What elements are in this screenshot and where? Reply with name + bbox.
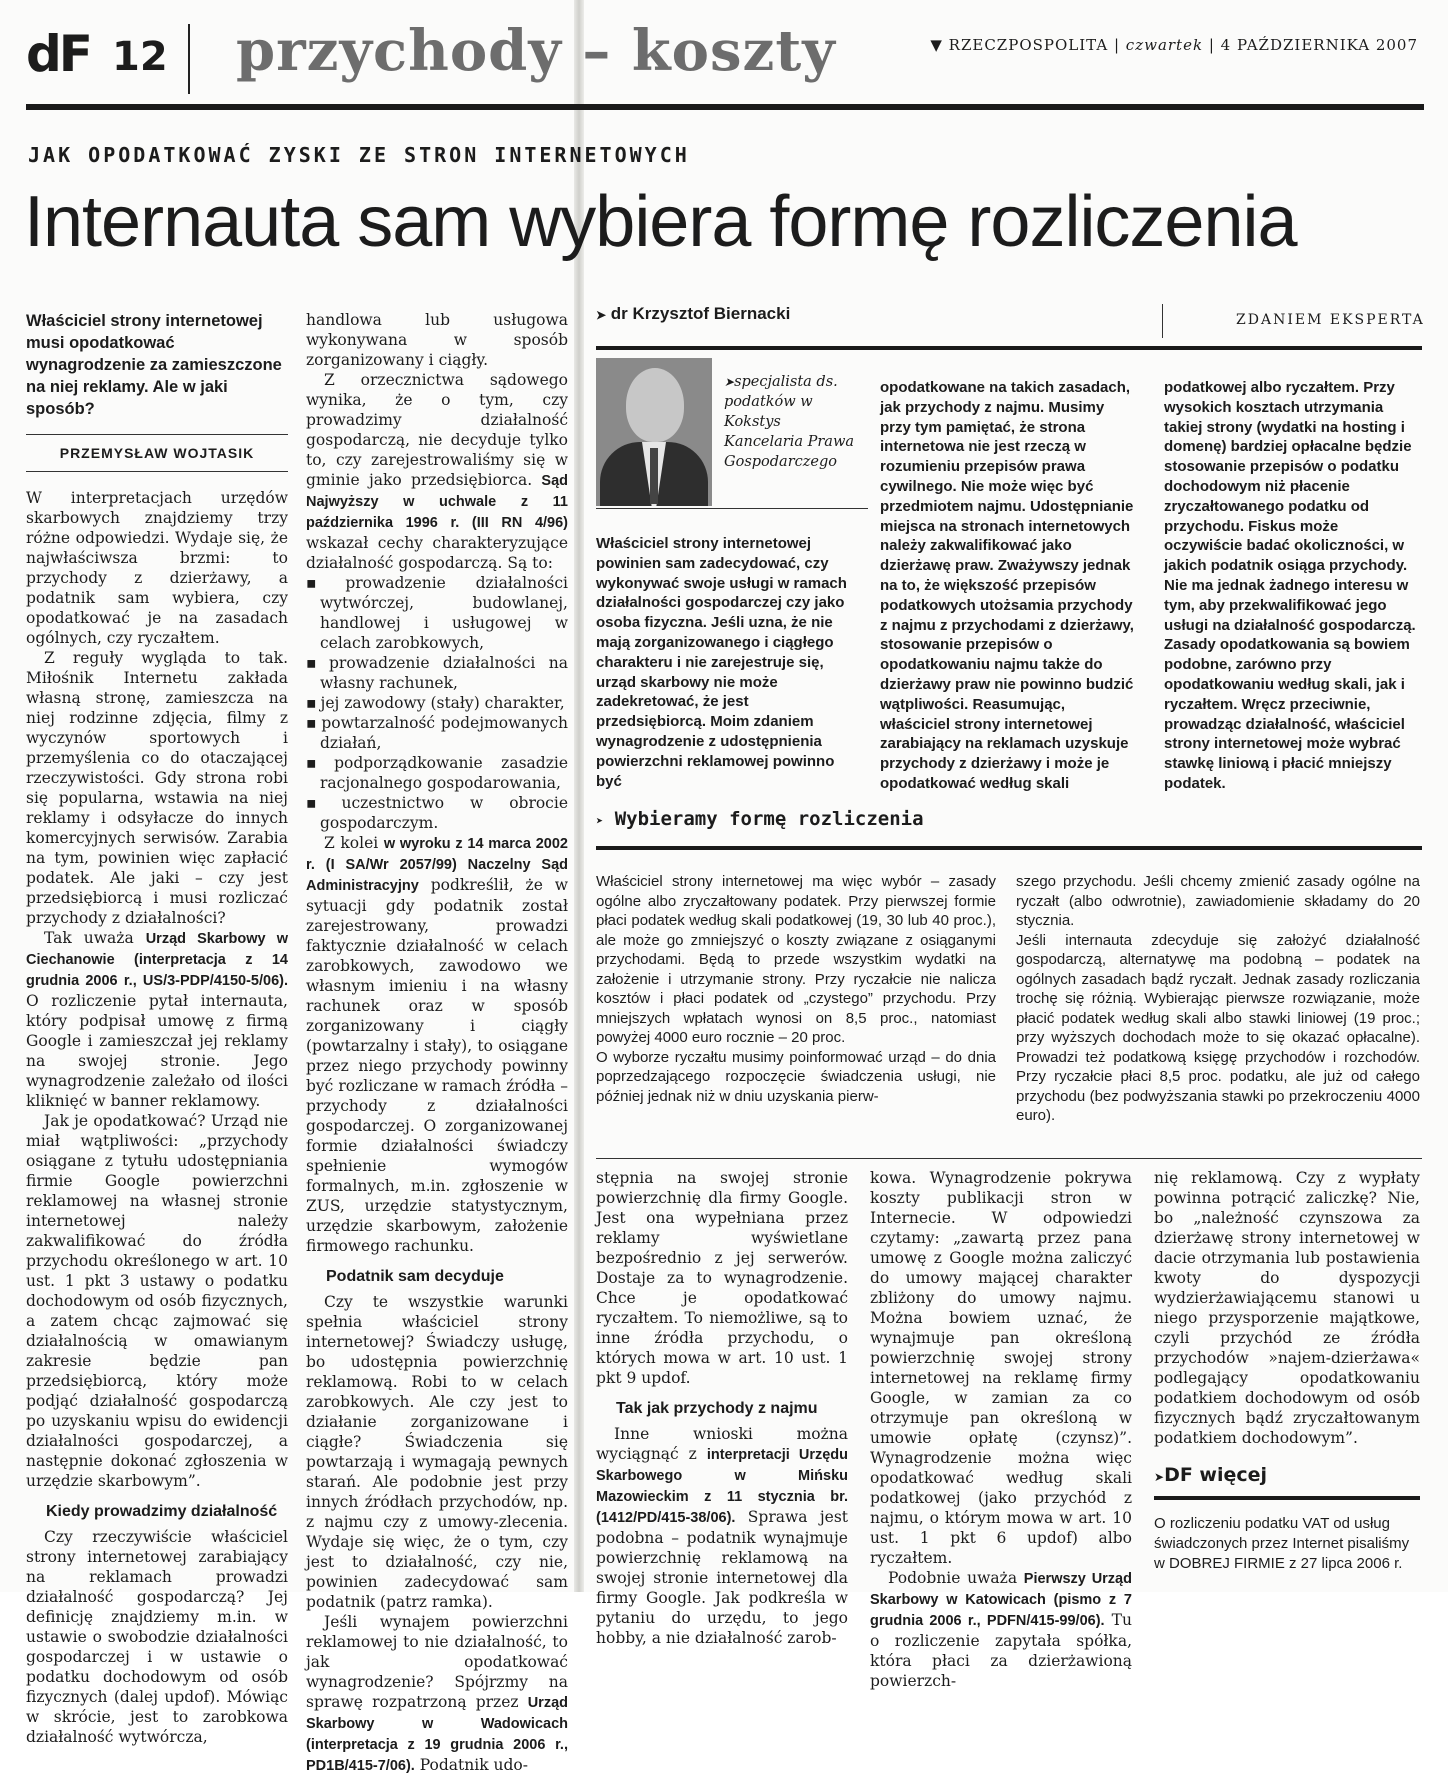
paragraph: Z reguły wygląda to tak. Miłośnik Internetu zakłada własną stronę, zamieszcza na niej rodzinne zdjęcia, filmy z wyczynów sportowych i przemyślenia co do otaczającej rzeczywistości. Gdy strona robi się popularna, wstawia na niej reklamy i odsyłacze do innych komercyjnych serwisów. Zarabia na tym, powinien więc zapłacić podatek. Ale jaki – czy jest przedsiębiorcą i musi rozliczać przychody z działalności?: [26, 649, 288, 927]
text: Tak uważa: [44, 929, 146, 947]
citation: interpretacji Urzędu Skarbowego w Mińsku Mazowieckim z 11 stycznia br. (1412/PD/415-38/06).: [596, 1447, 849, 1526]
column-3: [596, 1168, 848, 1648]
citation: Pierwszy Urząd Skarbowy w Katowicach (pismo z 7 grudnia 2006 r., PDFN/415-99/06).: [870, 1571, 1132, 1629]
expert-byline: [596, 304, 790, 324]
expert-label: ZDANIEM EKSPERTA: [1236, 312, 1425, 328]
paragraph: [306, 833, 568, 1256]
citation: Urząd Skarbowy w Ciechanowie (interpretacja z 14 grudnia 2006 r., US/3-PDP/4150-5/06).: [26, 931, 288, 989]
paragraph: handlowa lub usługowa wykonywana w sposób zorganizowany i ciągły.: [306, 311, 568, 369]
article-kicker: JAK OPODATKOWAĆ ZYSKI ZE STRON INTERNETOWYCH: [28, 143, 690, 167]
eagle-icon: ▼: [930, 36, 943, 54]
expert-rule: [596, 346, 1422, 350]
more-rule: [1154, 1496, 1420, 1500]
citation: Urząd Skarbowy w Wadowicach (interpretacja z 19 grudnia 2006 r., PD1B/415-7/06).: [306, 1695, 568, 1774]
publication-name: RZECZPOSPOLITA: [948, 36, 1109, 54]
weekday: czwartek: [1125, 36, 1204, 54]
author-rule-bottom: [26, 471, 288, 472]
expert-caption: [724, 372, 864, 472]
column-4: [870, 1168, 1132, 1691]
expert-column-2: [880, 378, 1138, 794]
column-1: [26, 310, 288, 1747]
text: Inne wnioski można wyciągnąć z: [596, 1425, 848, 1463]
criteria-list: [306, 573, 568, 833]
list-item: ▪ powtarzalność podejmowanych działań,: [306, 713, 568, 753]
caption-text: specjalista ds. podatków w Kokstys Kancelaria Prawa Gospodarczego: [724, 374, 855, 470]
paragraph: [596, 1424, 848, 1648]
paragraph: [26, 928, 288, 1111]
photo-rule: [596, 508, 868, 509]
subheading: Kiedy prowadzimy działalność: [46, 1503, 278, 1520]
author-rule: [26, 434, 288, 435]
paragraph: stępnia na swojej stronie powierzchnię dla firmy Google. Jest ona wypełniana przez reklamy wyświetlane bezpośrednio z jej serwerów. Dostaje za to wynagrodzenie. Chce je opodatkować ryczałtem. To niemożliwe, są to inne źródła przychodu, o których mowa w art. 10 ust. 1 pkt 9 updof.: [596, 1169, 848, 1387]
column-5: [1154, 1168, 1420, 1574]
box-title-text: Wybieramy formę rozliczenia: [614, 808, 924, 830]
expert-name: dr Krzysztof Biernacki: [610, 304, 791, 323]
paragraph: W interpretacjach urzędów skarbowych znajdziemy trzy różne odpowiedzi. Wydaje się, że najwłaściwsza brzmi: to przychody z dzierżawy, a podatnik sam wybiera, czy opodatkować je na zasadach ogólnych, czy ryczałtem.: [26, 489, 288, 647]
text: wskazał cechy charakteryzujące działalność gospodarczą. Są to:: [306, 534, 568, 572]
text: Jeśli wynajem powierzchni reklamowej to nie działalność, to jak opodatkować wynagrodzenie? Spójrzmy na sprawę rozpatrzoną przez: [306, 1613, 568, 1711]
box-rule: [596, 846, 1422, 850]
paragraph: [306, 370, 568, 573]
arrow-icon: ➤: [596, 814, 604, 828]
citation: Sąd Najwyższy w uchwale z 11 października 1996 r. (III RN 4/96): [306, 473, 568, 531]
box-left-column: [596, 872, 996, 1106]
text: Podobnie uważa: [888, 1569, 1024, 1587]
text: podkreślił, że w sytuacji gdy podatnik został zarejestrowany, prowadzi faktycznie działalność w celach zarobkowych, zawodowo we własnym imieniu i na własny rachunek oraz w sposób zorganizowany i ciągły (powtarzalny i stały), to osiągane przez niego przychody powinny być rozliczane w ramach źródła – przychody z działalności gospodarczej. O zorganizowanej formie działalności świadczy spełnienie wymogów formalnych, m.in. zgłoszenie w ZUS, urzędzie statystycznym, urzędzie skarbowym, założenie firmowego rachunku.: [306, 876, 568, 1255]
masthead: ▼ RZECZPOSPOLITA | czwartek | 4 PAŹDZIERNIKA 2007: [930, 36, 1418, 54]
subheading: Podatnik sam decyduje: [326, 1268, 504, 1285]
arrow-icon: ➤: [724, 375, 735, 389]
label-divider: [1162, 304, 1163, 338]
box-paragraph: Jeśli internauta zdecyduje się założyć działalność gospodarczą, alternatywę ma podobną – podatek na ogólnych zasadach bądź ryczałt. Jednak zasady rozliczania trochę się różnią. Wybierając pierwsze rozwiązanie, może płacić podatek według skali albo stawki liniowej (19 proc.; przy wyższych dochodach może to się okazać opłacalne). Prowadzi też podatkową księgę przychodów i rozchodów. Przy ryczałcie płaci 8,5 proc. podatku, ale już od całego przychodu (bez podwyższania stawki po przekroczeniu 4000 euro).: [1016, 931, 1420, 1124]
box-title: [596, 808, 924, 830]
issue-date: 4 PAŹDZIERNIKA 2007: [1220, 36, 1418, 54]
paragraph: Czy te wszystkie warunki spełnia właściciel strony internetowej? Świadczy usługę, bo udostępnia powierzchnię reklamową. Robi to w celach zarobkowych. Ale czy jest to działanie zorganizowane i ciągłe? Świadczenia się powtarzają i wymagają pewnych starań. Ale podobnie jest przy innych źródłach przychodów, np. z najmu czy z umowy-zlecenia. Wydaje się więc, że o tym, czy jest to działalność, czy nie, powinien zadecydować sam podatnik (patrz ramka).: [306, 1293, 568, 1611]
paragraph: Jak je opodatkować? Urząd nie miał wątpliwości: „przychody osiągane z tytułu udostępniania firmie Google powierzchni reklamowej na własnej stronie internetowej należy zakwalifikować do źródła przychodu określonego w art. 10 ust. 1 pkt 3 ustawy o podatku dochodowym od osób fizycznych, a zatem chcąc zajmować się działalnością w omawianym zakresie będzie pan przedsiębiorcą, który może podjąć działalność gospodarczą po uzyskaniu wpisu do ewidencji działalności gospodarczej, a następnie dokonać zgłoszenia w urzędzie skarbowym”.: [26, 1112, 288, 1490]
photo-head: [626, 368, 684, 442]
page-number: 12: [112, 34, 168, 80]
paragraph: nię reklamową. Czy z wypłaty powinna potrącić zaliczkę? Nie, bo „należność czynszowa za dzierżawę strony internetowej w dacie otrzymania lub postawienia kwoty do dyspozycji wydzierżawiającemu stanowi u niego przysporzenie majątkowe, czyli przychód ze źródła przychodów »najem-dzierżawa« podlegający opodatkowaniu podatkiem dochodowym od osób fizycznych bądź zryczałtowanym podatkiem dochodowym”.: [1154, 1169, 1420, 1447]
expert-text: Właściciel strony internetowej powinien sam zadecydować, czy wykonywać swoje usługi w ramach działalności gospodarczej czy jako osoba fizyczna. Jeśli uzna, że nie mają zorganizowanego i ciągłego charakteru i nie zarejestruje się, urząd skarbowy nie może zadekretować, że jest przedsiębiorcą. Moim zdaniem wynagrodzenie z udostępnienia powierzchni reklamowej powinno być: [596, 535, 847, 790]
list-item: ▪ prowadzenie działalności na własny rachunek,: [306, 653, 568, 693]
column-2: [306, 310, 568, 1776]
citation: w wyroku z 14 marca 2002 r. (I SA/Wr 2057/99) Naczelny Sąd Administracyjny: [306, 836, 568, 894]
expert-column-1: [596, 534, 854, 791]
photo-tie: [650, 448, 658, 504]
box-bottom-rule: [596, 1158, 1422, 1159]
expert-photo: [596, 358, 712, 506]
df-logo: dF: [26, 25, 90, 83]
paragraph: kowa. Wynagrodzenie pokrywa koszty publikacji stron w Internecie. W odpowiedzi czytamy: „zawartą przez pana umowę z Google można zaliczyć do umowy mającej charakter zbliżony do umowy najmu. Można bowiem uznać, że wynajmuje pan określoną powierzchnię swojej strony internetowej na reklamę firmy Google, w zamian za co otrzymuje pan określoną w umowie opłatę (czynsz)”. Wynagrodzenie można więc opodatkować według skali podatkowej (jako przychód z najmu, o którym mowa w art. 10 ust. 1 pkt 6 updof) albo ryczałtem.: [870, 1169, 1132, 1567]
more-text: O rozliczeniu podatku VAT od usług świadczonych przez Internet pisaliśmy w DOBREJ FIRMIE z 27 lipca 2006 r.: [1154, 1515, 1410, 1572]
text: Z orzecznictwa sądowego wynika, że o tym, czy prowadzimy działalność gospodarczą, nie decyduje tylko to, czy zarejestrowaliśmy się w gminie jako przedsiębiorca.: [306, 371, 568, 489]
subheading: Tak jak przychody z najmu: [616, 1400, 818, 1417]
arrow-icon: ➤: [596, 308, 607, 322]
section-title: przychody – koszty: [236, 18, 836, 84]
box-paragraph: O wyborze ryczałtu musimy poinformować urząd – do dnia poprzedzającego rozpoczęcie świadczenia usługi, nie później jednak niż w dniu uzyskania pierw-: [596, 1048, 996, 1105]
text: Sprawa jest podobna – podatnik wynajmuje powierzchnię reklamową na swojej stronie internetowej dla firmy Google. Jak podkreśla w pytaniu do urzędu, to jego hobby, a nie działalność zarob-: [596, 1508, 848, 1647]
box-right-column: [1016, 872, 1420, 1126]
paragraph: [306, 1612, 568, 1776]
article-headline: Internauta sam wybiera formę rozliczenia: [24, 182, 1297, 262]
paragraph: Czy rzeczywiście właściciel strony internetowej zarabiający na reklamach prowadzi działalność gospodarczą? Jej definicję znajdziemy m.in. w ustawie o swobodzie działalności gospodarczej i w ustawie o podatku dochodowym od osób fizycznych (dalej updof). Mówiąc w skrócie, jest to zarobkowa działalność wytwórcza,: [26, 1528, 288, 1746]
list-item: ▪ podporządkowanie zasadzie racjonalnego gospodarowania,: [306, 753, 568, 793]
text: Z kolei: [324, 834, 384, 852]
more-title-text: DF więcej: [1164, 1464, 1268, 1486]
box-paragraph: Właściciel strony internetowej ma więc wybór – zasady ogólne albo zryczałtowany podatek. Przy pierwszej formie płaci podatek według skali podatkowej (19, 30 lub 40 proc.), ale może go zmniejszyć o koszty związane z osiąganymi przychodami. Będą to przede wszystkim wydatki na założenie i utrzymanie strony. Przy ryczałcie nie nalicza kosztów i płaci podatek od „czystego” przychodu. Przy mniejszych wpłatach wynosi on 8,5 proc., natomiast powyżej 4000 euro rocznie – 20 proc.: [596, 873, 996, 1046]
paragraph: [870, 1568, 1132, 1691]
list-item: ▪ uczestnictwo w obrocie gospodarczym.: [306, 793, 568, 833]
expert-column-3: [1164, 378, 1420, 794]
list-item: ▪ jej zawodowy (stały) charakter,: [306, 693, 568, 713]
text: Podatnik udo-: [414, 1756, 528, 1774]
arrow-icon: ➤: [1154, 1470, 1165, 1484]
header-rule: [26, 104, 1424, 110]
expert-text: opodatkowane na takich zasadach, jak przychody z najmu. Musimy przy tym pamiętać, że strona internetowa nie jest rzeczą w rozumieniu przepisów prawa cywilnego. Nie może więc być przedmiotem najmu. Udostępnianie miejsca na stronach internetowych należy zakwalifikować jako dzierżawę praw. Zważywszy jednak na to, że większość przepisów podatkowych utożsamia przychody z najmu z przychodami z dzierżawy, stosowanie przepisów o opodatkowaniu najmu także do dzierżawy praw nie powinno budzić wątpliwości. Reasumując, właściciel strony internetowej zarabiający na reklamach uzyskuje przychody z dzierżawy i może je opodatkować według skali: [880, 379, 1134, 792]
more-title: [1154, 1462, 1420, 1490]
list-item: ▪ prowadzenie działalności wytwórczej, budowlanej, handlowej i usługowej w celach zarobkowych,: [306, 573, 568, 653]
box-paragraph: szego przychodu. Jeśli chcemy zmienić zasady ogólne na ryczałt (albo odwrotnie), zawiadomienie składamy do 20 stycznia.: [1016, 873, 1420, 929]
article-lead: Właściciel strony internetowej musi opodatkować wynagrodzenie za zamieszczone na niej reklamy. Ale w jaki sposób?: [26, 312, 282, 418]
text: Tu o rozliczenie zapytała spółka, która płaci za dzierżawioną powierzch-: [870, 1611, 1132, 1690]
text: O rozliczenie pytał internauta, który podpisał umowę z firmą Google i zamieszczał jej reklamy na swojej stronie. Jego wynagrodzenie zależało od ilości kliknięć w banner reklamowy.: [26, 992, 288, 1110]
article-author: PRZEMYSŁAW WOJTASIK: [59, 445, 255, 461]
expert-text: podatkowej albo ryczałtem. Przy wysokich kosztach utrzymania takiej strony (wydatki na hosting i domenę) bardziej opłacalne będzie stosowanie przepisów o podatku dochodowym niż płacenie zryczałtowanego podatku od przychodu. Fiskus może oczywiście badać okoliczności, w jakich podatnik osiąga przychody. Nie ma jednak żadnego interesu w tym, aby przekwalifikować jego usługi na działalność gospodarczą. Zasady opodatkowania są bowiem podobne, zarówno przy opodatkowaniu według skali, jak i ryczałtem. Wręcz przeciwnie, prowadząc działalność, właściciel strony internetowej może wybrać stawkę liniową i płacić mniejszy podatek.: [1164, 379, 1416, 792]
header-divider: [188, 24, 190, 94]
